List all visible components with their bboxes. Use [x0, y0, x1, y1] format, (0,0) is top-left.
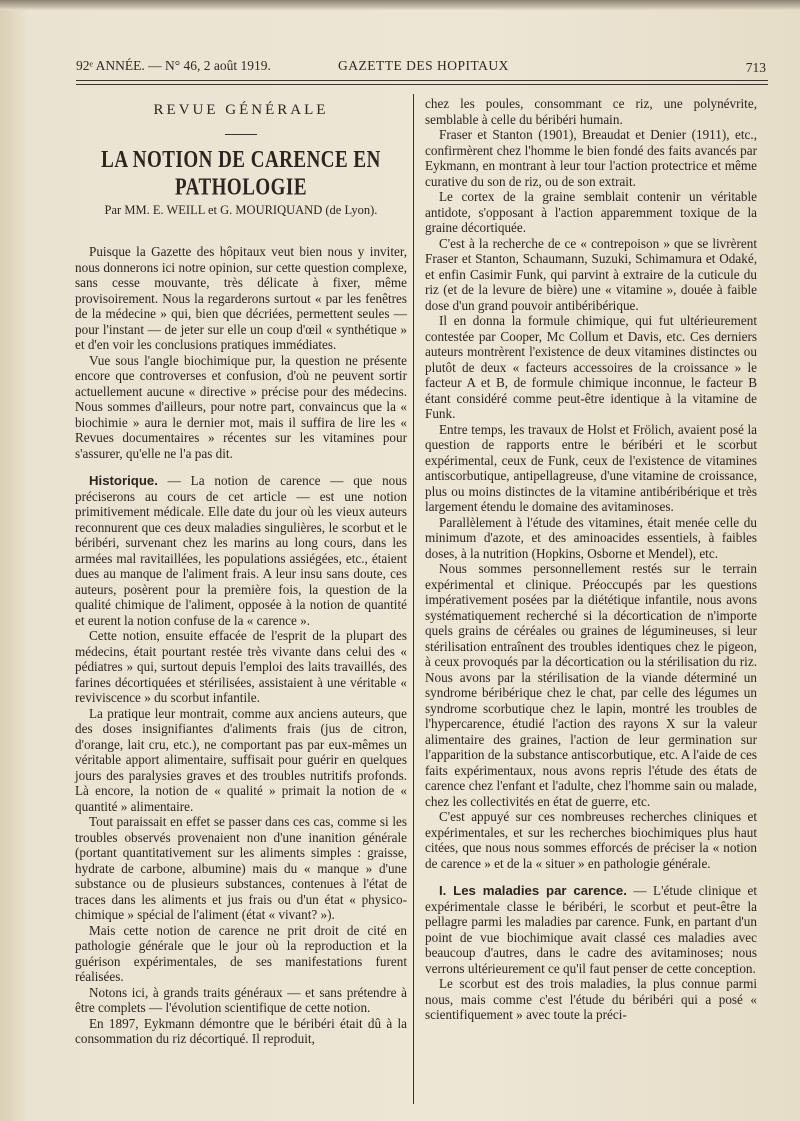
paragraph: Mais cette notion de carence ne prit droit de cité en pathologie générale que le jour où la reproduction et la guérison expérimentales, de ses manifestations furent réalisées.: [75, 922, 407, 984]
paragraph: Parallèlement à l'étude des vitamines, était menée celle du minimum d'azote, et des aminoacides essentiels, à faibles doses, à la nutrition (Hopkins, Osborne et Mendel), etc.: [425, 514, 757, 561]
paragraph: C'est à la recherche de ce « contrepoison » que se livrèrent Fraser et Stanton, Schaumann, Suzuki, Schimamura et Odaké, et enfin Casimir Funk, qui parvint à extraire de la cuticule du riz (et de la levure de bière) une « vitamine », douée à faible dose d'un grand pouvoir antibéribérique.: [425, 235, 757, 313]
section-rule: [225, 134, 257, 135]
paragraph: Fraser et Stanton (1901), Breaudat et Denier (1911), etc., confirmèrent chez l'homme le bien fondé des faits avancés par Eykmann, en montrant à leur tour l'action protectrice et même curative du son de riz, ou de son extrait.: [425, 127, 757, 189]
left-column: [75, 96, 407, 1047]
scan-edge: [0, 0, 800, 10]
paragraph: Le cortex de la graine semblait contenir un véritable antidote, s'opposant à l'action apparemment toxique de la graine décortiquée.: [425, 189, 757, 235]
paragraph: Tout paraissait en effet se passer dans ces cas, comme si les troubles observés provenaient non d'une inanition générale (portant quantitativement sur les aliments simples : graisse, hydrate de carbone, albumine) mais du « manque » d'une substance ou de plusieurs substances, contenues à l'état de traces dans les aliments et jus frais ou d'un état « physico-chimique » spécial de l'aliment (état « vivant? »).: [75, 814, 407, 922]
paragraph: Il en donna la formule chimique, qui fut ultérieurement contestée par Cooper, Mc Collum et Davis, etc. Ces derniers auteurs montrèrent l'existence de deux vitamines distinctes ou plutôt de deux « facteurs accessoires de la croissance » le facteur A et B, de formule chimique inconnue, le facteur B étant considéré comme peut-être identique à la vitamine de Funk.: [425, 313, 757, 421]
subheading-maladies-carence: I. Les maladies par carence.: [439, 883, 627, 898]
header-rule-thick: [76, 80, 768, 81]
paragraph: Puisque la Gazette des hôpitaux veut bien nous y inviter, nous donnerons ici notre opinion, sur cette question complexe, sans cesse mouvante, très délicate à fixer, même provisoirement. Nous la regarderons surtout « par les fenêtres de la médecine » qui, bien que décriées, permettent seules — pour l'instant — de jeter sur elle un coup d'œil « synthétique » et d'en voir les conclusions pratiques immédiates.: [75, 244, 407, 352]
article-authors: Par MM. E. WEILL et G. MOURIQUAND (de Lyon).: [104, 203, 378, 217]
paragraph: Cette notion, ensuite effacée de l'esprit de la plupart des médecins, était pourtant restée très vivante dans celui des « pédiatres » qui, surtout depuis l'emploi des laits travaillés, des farines décortiquées et stérilisées, assistaient à une véritable « reviviscence » du scorbut infantile.: [75, 628, 407, 705]
page-number: 713: [745, 60, 766, 75]
right-column: [425, 96, 757, 1023]
paragraph: Le scorbut est des trois maladies, la plus connue parmi nous, mais comme c'est l'étude du béribéri qui a posé « scientifiquement » avec toute la préci-: [425, 976, 757, 1022]
running-header: [76, 58, 766, 78]
paragraph: C'est appuyé sur ces nombreuses recherches cliniques et expérimentales, et sur les recherches biochimiques plus haut citées, que nous nous sommes efforcés de préciser la « notion de carence » et de la « situer » en pathologie générale.: [425, 809, 757, 871]
paragraph: Notons ici, à grands traits généraux — et sans prétendre à être complets — l'évolution scientifique de cette notion.: [75, 984, 407, 1015]
header-rule-thin: [76, 84, 768, 85]
section-label: REVUE GÉNÉRALE: [153, 102, 329, 118]
paragraph: La pratique leur montrait, comme aux anciens auteurs, que des doses insignifiantes d'aliments frais (jus de citron, d'orange, lait cru, etc.), ne comportant pas par eux-mêmes un véritable apport alimentaire, suffisait pour guérir en quelques jours des paralysies graves et des troubles nutritifs profonds. Là encore, la notion de « qualité » primait la notion de « quantité » alimentaire.: [75, 705, 407, 814]
paragraph: Nous sommes personnellement restés sur le terrain expérimental et clinique. Préoccupés par les questions impérativement posées par la diététique infantile, nous avons systématiquement recherché si la décortication de n'importe quels grains de céréales ou graines de légumineuses, si leur stérilisation entraînent des troubles identiques chez le pigeon, à ceux provoqués par la décortication ou la stérilisation du riz. Nous avons par la stérilisation de la viande déterminé un syndrome béribérique chez le chat, par celle des légumes un syndrome scorbutique chez le lapin, montré les troubles de l'hypercarence, étudié l'action des rayons X sur la valeur alimentaire des graines, l'action de leur germination sur l'apparition de la substance antiscorbutique, etc. A l'aide de ces faits expérimentaux, nous avons repris l'étude des états de carence chez l'enfant et l'adulte, chez l'homme sain ou malade, chez les collectivités en état de guerre, etc.: [425, 561, 757, 809]
article-title: LA NOTION DE CARENCE EN PATHOLOGIE: [101, 147, 381, 201]
paragraph: Entre temps, les travaux de Holst et Frölich, avaient posé la question de rapports entre le béribéri et le scorbut expérimental, ceux de Funk, ceux de l'existence de vitamines antiscorbutique, antipellagreuse, d'une vitamine de croissance, plus ou moins distinctes de la vitamine antibéribérique et très largement étendu le domaine des avitaminoses.: [425, 421, 757, 514]
paragraph: Vue sous l'angle biochimique pur, la question ne présente encore que controverses et confusion, d'où ne peuvent sortir actuellement aucune « directive » précise pour des médecins. Nous sommes d'ailleurs, pour notre part, convaincus que la « biochimie » aura le dernier mot, mais il suffira de lire les « Revues documentaires » récentes sur les vitamines pour s'assurer, qu'elle ne l'a pas dit.: [75, 352, 407, 461]
paragraph: En 1897, Eykmann démontre que le béribéri était dû à la consommation du riz décortiqué. Il reproduit,: [75, 1015, 407, 1046]
paragraph: chez les poules, consommant ce riz, une polynévrite, semblable à celle du béribéri humain.: [425, 96, 757, 127]
issue-info: 92ᵉ ANNÉE. — N° 46, 2 août 1919.: [76, 58, 271, 73]
subheading-historique: Historique.: [89, 473, 158, 488]
journal-title: GAZETTE DES HOPITAUX: [338, 58, 509, 73]
paragraph: I. Les maladies par carence. — L'étude clinique et expérimentale classe le béribéri, le scorbut et peut-être la pellagre parmi les maladies par carence. Funk, en partant d'un point de vue biochimique avait classé ces maladies avec beaucoup d'autres, dans le cadre des avitaminoses; nous verrons ultérieurement ce qu'il faut penser de cette conception.: [425, 883, 757, 976]
paragraph: Historique. — La notion de carence — que nous préciserons au cours de cet article — est une notion primitivement médicale. Elle date du jour où les vieux auteurs reconnurent que ces deux maladies singulières, le scorbut et le béribéri, survenant chez les marins au long cours, dans les armées mal ravitaillées, les populations assiégées, etc., étaient dues au manque de l'aliment frais. A leur insu sans doute, ces auteurs, posèrent pour la première fois, la question de la qualité chimique de l'aliment, opposée à la notion de quantité et eurent la notion confuse de la « carence ».: [75, 473, 407, 628]
column-divider: [413, 94, 414, 1104]
